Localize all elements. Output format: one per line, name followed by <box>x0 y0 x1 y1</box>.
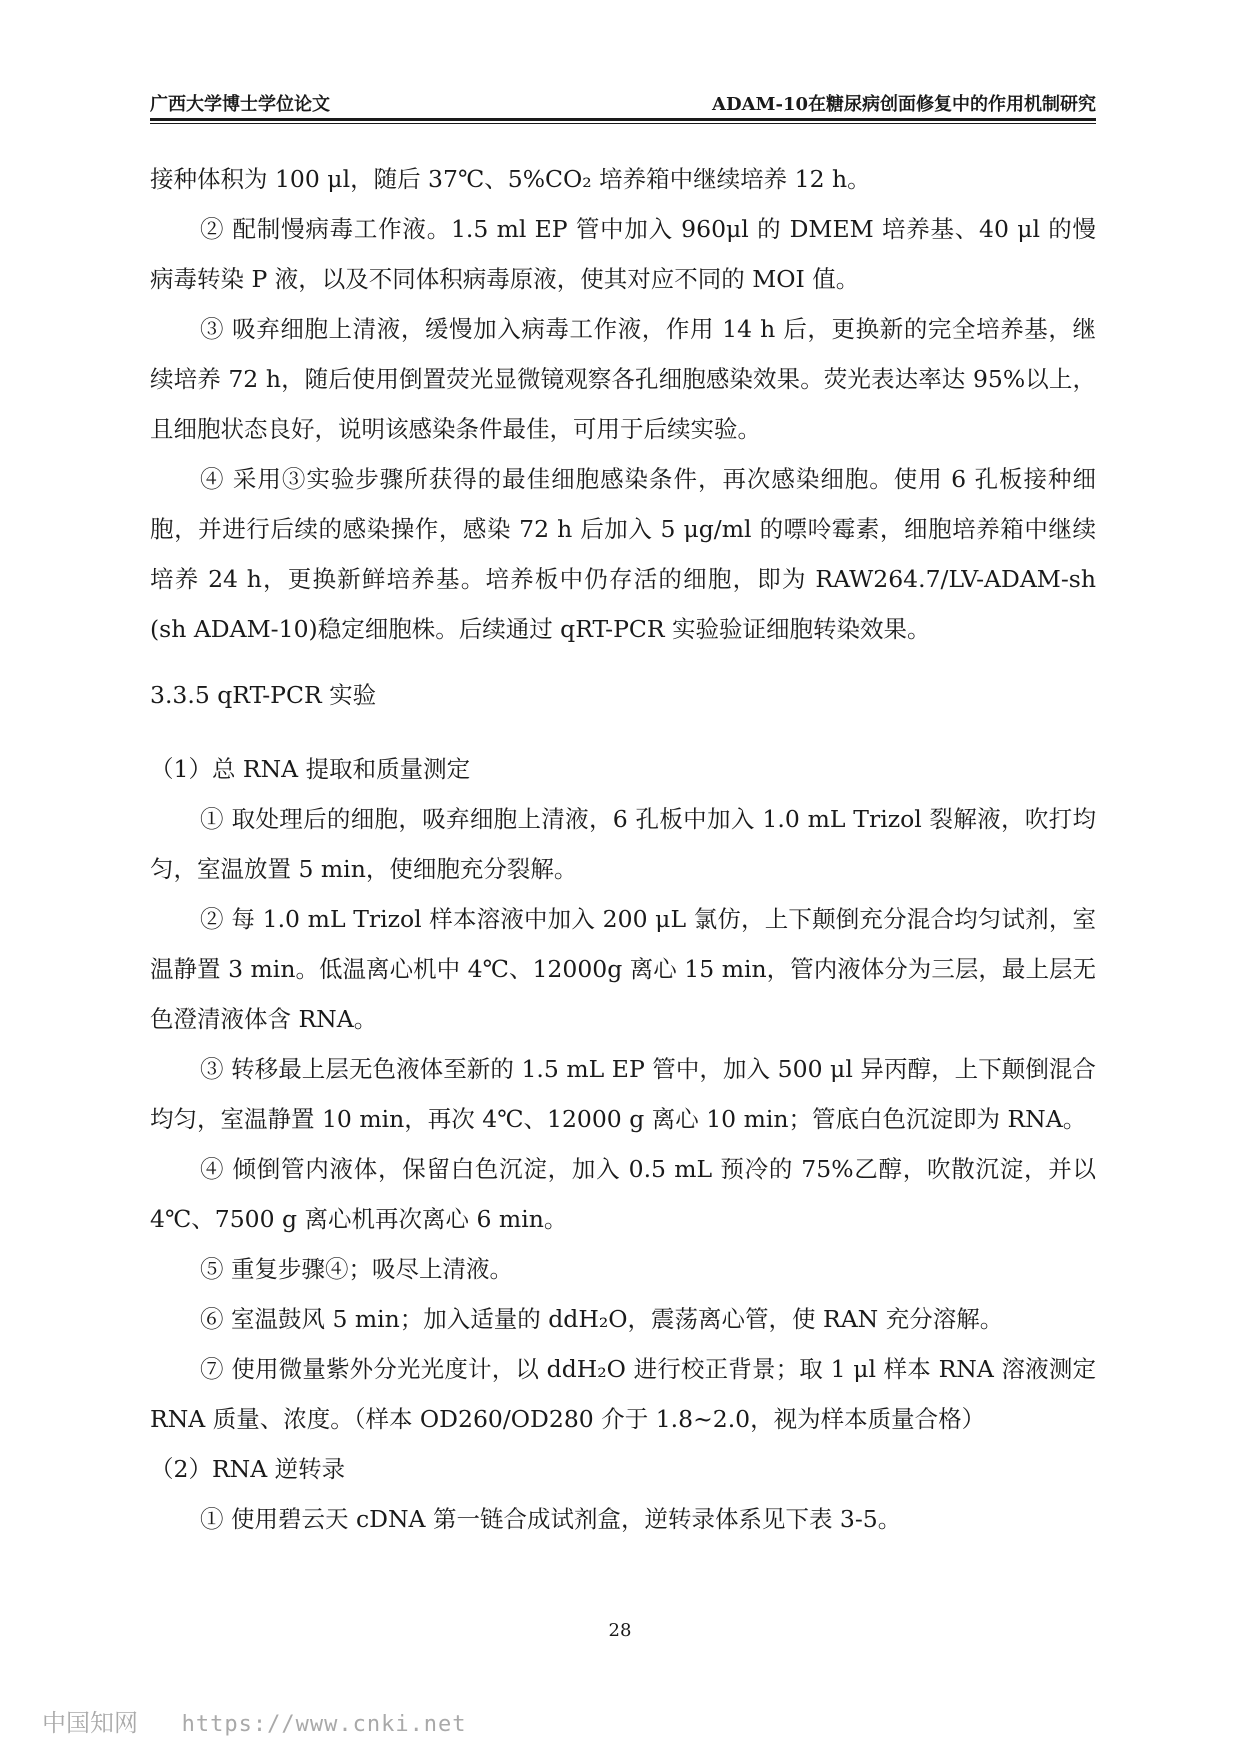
paragraph-step-4: ④ 采用③实验步骤所获得的最佳细胞感染条件，再次感染细胞。使用 6 孔板接种细胞，并进行后续的感染操作，感染 72 h 后加入 5 μg/ml 的嘌呤霉素，细胞培养箱中继续培养 24 h，更换新鲜培养基。培养板中仍存活的细胞，即为 RAW264.7/LV-ADAM-sh (sh ADAM-10)稳定细胞株。后续通过 qRT-PCR 实验验证细胞转染效果。 <box>150 465 1096 643</box>
paragraph-extraction-step-6: ⑥ 室温鼓风 5 min；加入适量的 ddH₂O，震荡离心管，使 RAN 充分溶解。 <box>200 1305 1004 1333</box>
running-header <box>150 88 1096 114</box>
paragraph-continuation: 接种体积为 100 μl，随后 37℃、5%CO₂ 培养箱中继续培养 12 h。 <box>150 165 871 193</box>
paragraph-extraction-step-1: ① 取处理后的细胞，吸弃细胞上清液，6 孔板中加入 1.0 mL Trizol 裂解液，吹打均匀，室温放置 5 min，使细胞充分裂解。 <box>150 805 1096 883</box>
paragraph-extraction-step-5: ⑤ 重复步骤④；吸尽上清液。 <box>200 1255 513 1283</box>
watermark-url: https://www.cnki.net <box>181 1712 467 1737</box>
subheading-reverse-transcription: （2）RNA 逆转录 <box>150 1455 346 1483</box>
paragraph-step-3: ③ 吸弃细胞上清液，缓慢加入病毒工作液，作用 14 h 后，更换新的完全培养基，继续培养 72 h，随后使用倒置荧光显微镜观察各孔细胞感染效果。荧光表达率达 95%以上，且细胞状态良好，说明该感染条件最佳，可用于后续实验。 <box>150 315 1096 443</box>
paragraph-extraction-step-2: ② 每 1.0 mL Trizol 样本溶液中加入 200 μL 氯仿，上下颠倒充分混合均匀试剂，室温静置 3 min。低温离心机中 4℃、12000g 离心 15 min，管内液体分为三层，最上层无色澄清液体含 RNA。 <box>150 905 1096 1033</box>
paragraph-extraction-step-7: ⑦ 使用微量紫外分光光度计，以 ddH₂O 进行校正背景；取 1 μl 样本 RNA 溶液测定 RNA 质量、浓度。（样本 OD260/OD280 介于 1.8~2.0，视为样本质量合格） <box>150 1355 1096 1433</box>
header-rule-thick <box>150 118 1096 121</box>
subheading-rna-extraction: （1）总 RNA 提取和质量测定 <box>150 755 471 783</box>
paragraph-extraction-step-4: ④ 倾倒管内液体，保留白色沉淀，加入 0.5 mL 预冷的 75%乙醇，吹散沉淀，并以 4℃、7500 g 离心机再次离心 6 min。 <box>150 1155 1096 1233</box>
header-thesis-title: ADAM-10在糖尿病创面修复中的作用机制研究 <box>712 94 1096 115</box>
header-rule-thin <box>150 123 1096 124</box>
header-thesis-label: 广西大学博士学位论文 <box>150 94 330 115</box>
paragraph-step-2: ② 配制慢病毒工作液。1.5 ml EP 管中加入 960μl 的 DMEM 培养基、40 μl 的慢病毒转染 P 液，以及不同体积病毒原液，使其对应不同的 MOI 值。 <box>150 215 1096 293</box>
paragraph-rt-step-1: ① 使用碧云天 cDNA 第一链合成试剂盒，逆转录体系见下表 3-5。 <box>200 1505 902 1533</box>
watermark-cn-text: 中国知网 <box>42 1709 138 1737</box>
section-heading: 3.3.5 qRT-PCR 实验 <box>150 681 377 709</box>
paragraph-extraction-step-3: ③ 转移最上层无色液体至新的 1.5 mL EP 管中，加入 500 μl 异丙醇，上下颠倒混合均匀，室温静置 10 min，再次 4℃、12000 g 离心 10 min；管底白色沉淀即为 RNA。 <box>150 1055 1096 1133</box>
cnki-watermark <box>42 1703 467 1738</box>
page-number: 28 <box>608 1620 632 1641</box>
page-body <box>150 154 1096 1544</box>
